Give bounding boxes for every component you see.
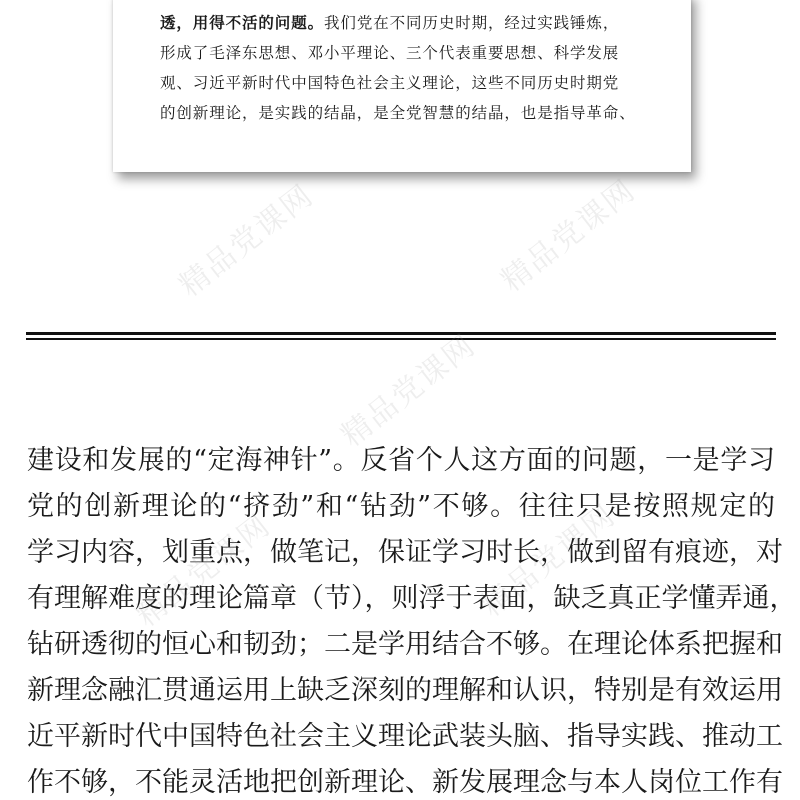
body-line: 有理解难度的理论篇章（节），则浮于表面，缺乏真正学懂弄通， (27, 583, 797, 614)
body-line: 作不够，不能灵活地把创新理论、新发展理念与本人岗位工作有 (27, 767, 783, 798)
body-line: 近平新时代中国特色社会主义理论武装头脑、指导实践、推动工 (27, 721, 783, 752)
watermark: 精品党课网 (474, 497, 623, 624)
card-line-text: 的创新理论，是实践的结晶，是全党智慧的结晶，也是指导革命、 (160, 104, 636, 122)
watermark: 精品党课网 (494, 172, 643, 299)
card-line-text: 形成了毛泽东思想、邓小平理论、三个代表重要思想、科学发展 (160, 44, 620, 62)
watermark: 精品党课网 (334, 327, 483, 454)
body-line: 新理念融汇贯通运用上缺乏深刻的理解和认识，特别是有效运用 (27, 675, 783, 706)
card-line (160, 38, 656, 68)
card-line (160, 8, 656, 38)
body-paragraph (27, 438, 797, 800)
preview-card (113, 0, 691, 172)
watermark: 精品党课网 (172, 177, 321, 304)
body-line: 钻研透彻的恒心和韧劲；二是学用结合不够。在理论体系把握和 (27, 629, 783, 660)
watermark: 精品党课网 (129, 507, 278, 634)
card-line-bold: 透，用得不活的问题。 (160, 13, 325, 32)
card-line (160, 98, 656, 128)
body-line: 建设和发展的“定海神针”。反省个人这方面的问题，一是学习 (27, 445, 775, 476)
card-line-text: 观、习近平新时代中国特色社会主义理论，这些不同历史时期党 (160, 74, 620, 92)
card-line (160, 68, 656, 98)
page-separator-thin (26, 338, 776, 340)
body-line: 学习内容，划重点，做笔记，保证学习时长，做到留有痕迹，对 (27, 537, 783, 568)
card-paragraph (160, 8, 656, 128)
page-separator-thick (26, 332, 776, 335)
card-line-text: 我们党在不同历史时期，经过实践锤炼， (324, 14, 620, 32)
body-line: 党的创新理论的“挤劲”和“钻劲”不够。往往只是按照规定的 (27, 491, 775, 522)
